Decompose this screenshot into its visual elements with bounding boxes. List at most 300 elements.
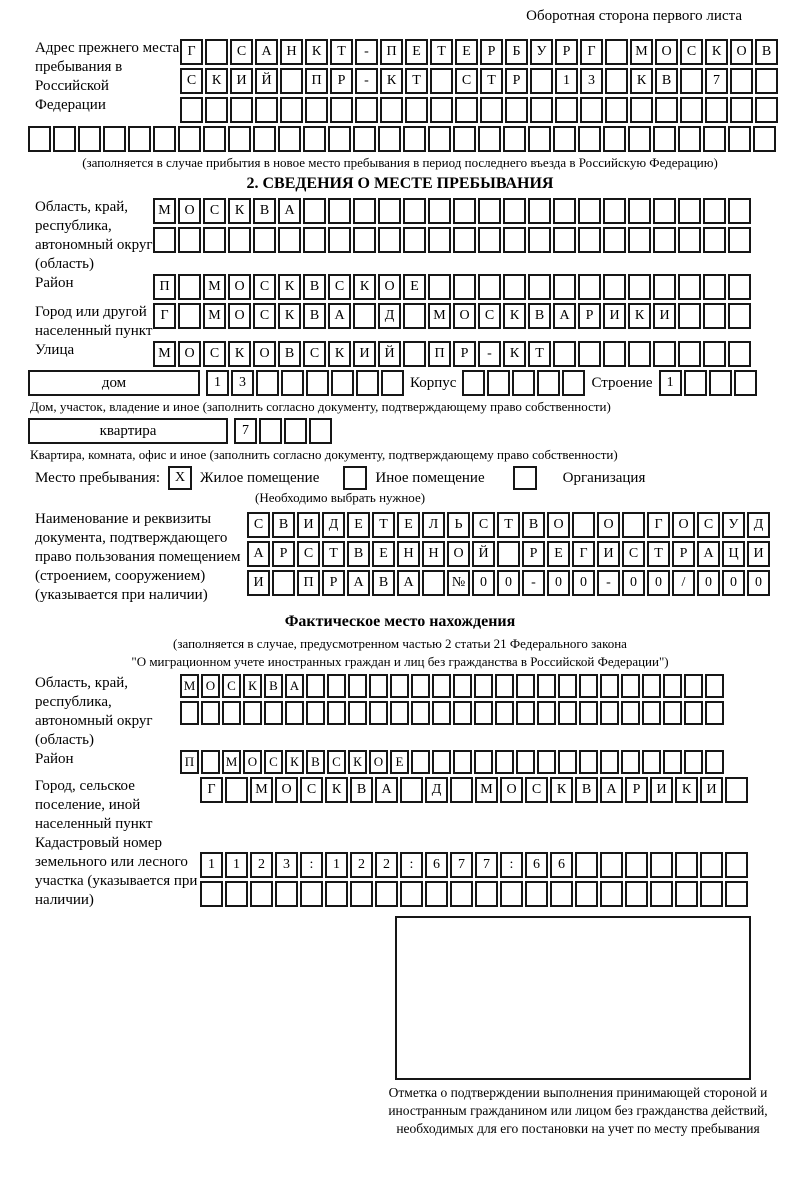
char-cell[interactable] xyxy=(503,198,526,224)
char-cell[interactable]: 0 xyxy=(572,570,595,596)
char-cell[interactable] xyxy=(305,97,328,123)
char-cell[interactable] xyxy=(578,227,601,253)
char-cell[interactable] xyxy=(728,341,751,367)
char-cell[interactable]: К xyxy=(550,777,573,803)
char-cell[interactable]: О xyxy=(597,512,620,538)
char-cell[interactable] xyxy=(300,881,323,907)
char-cell[interactable]: 0 xyxy=(747,570,770,596)
char-cell[interactable] xyxy=(558,674,577,698)
char-cell[interactable]: В xyxy=(303,303,326,329)
char-cell[interactable]: А xyxy=(285,674,304,698)
char-cell[interactable] xyxy=(330,97,353,123)
char-cell[interactable] xyxy=(495,674,514,698)
char-cell[interactable] xyxy=(253,126,276,152)
char-cell[interactable] xyxy=(369,701,388,725)
char-cell[interactable] xyxy=(462,370,485,396)
char-cell[interactable]: И xyxy=(297,512,320,538)
char-cell[interactable]: 0 xyxy=(722,570,745,596)
char-cell[interactable]: А xyxy=(278,198,301,224)
char-cell[interactable] xyxy=(180,97,203,123)
char-cell[interactable] xyxy=(353,303,376,329)
char-cell[interactable]: К xyxy=(305,39,328,65)
char-cell[interactable]: Т xyxy=(405,68,428,94)
char-cell[interactable]: В xyxy=(253,198,276,224)
char-cell[interactable] xyxy=(562,370,585,396)
char-cell[interactable] xyxy=(327,674,346,698)
char-cell[interactable] xyxy=(422,570,445,596)
char-cell[interactable] xyxy=(703,126,726,152)
char-cell[interactable] xyxy=(703,227,726,253)
char-cell[interactable] xyxy=(516,750,535,774)
char-cell[interactable] xyxy=(328,198,351,224)
char-cell[interactable]: О xyxy=(730,39,753,65)
char-cell[interactable]: Д xyxy=(747,512,770,538)
char-cell[interactable]: - xyxy=(522,570,545,596)
char-cell[interactable]: А xyxy=(328,303,351,329)
char-cell[interactable] xyxy=(553,198,576,224)
char-cell[interactable] xyxy=(303,198,326,224)
char-cell[interactable] xyxy=(703,274,726,300)
char-cell[interactable] xyxy=(478,227,501,253)
char-cell[interactable]: Е xyxy=(403,274,426,300)
char-cell[interactable]: И xyxy=(603,303,626,329)
char-cell[interactable]: Т xyxy=(322,541,345,567)
char-cell[interactable] xyxy=(453,274,476,300)
char-cell[interactable]: К xyxy=(328,341,351,367)
char-cell[interactable] xyxy=(272,570,295,596)
char-cell[interactable] xyxy=(579,750,598,774)
char-cell[interactable]: В xyxy=(655,68,678,94)
stay-type-checkbox-other[interactable] xyxy=(343,466,367,490)
char-cell[interactable]: П xyxy=(428,341,451,367)
char-cell[interactable]: П xyxy=(153,274,176,300)
char-cell[interactable]: Т xyxy=(497,512,520,538)
char-cell[interactable] xyxy=(550,881,573,907)
char-cell[interactable] xyxy=(432,701,451,725)
char-cell[interactable] xyxy=(201,750,220,774)
char-cell[interactable] xyxy=(705,674,724,698)
char-cell[interactable]: И xyxy=(700,777,723,803)
char-cell[interactable]: Т xyxy=(528,341,551,367)
char-cell[interactable] xyxy=(378,198,401,224)
char-cell[interactable] xyxy=(653,227,676,253)
char-cell[interactable] xyxy=(705,701,724,725)
char-cell[interactable]: И xyxy=(650,777,673,803)
char-cell[interactable] xyxy=(655,97,678,123)
char-cell[interactable]: 6 xyxy=(525,852,548,878)
char-cell[interactable]: О xyxy=(243,750,262,774)
char-cell[interactable] xyxy=(253,227,276,253)
char-cell[interactable] xyxy=(703,303,726,329)
char-cell[interactable] xyxy=(203,126,226,152)
char-cell[interactable] xyxy=(678,274,701,300)
char-cell[interactable] xyxy=(680,68,703,94)
char-cell[interactable]: 0 xyxy=(622,570,645,596)
char-cell[interactable]: Н xyxy=(280,39,303,65)
char-cell[interactable]: Н xyxy=(397,541,420,567)
char-cell[interactable] xyxy=(256,370,279,396)
char-cell[interactable]: К xyxy=(628,303,651,329)
char-cell[interactable]: А xyxy=(375,777,398,803)
char-cell[interactable]: М xyxy=(180,674,199,698)
char-cell[interactable] xyxy=(525,881,548,907)
char-cell[interactable] xyxy=(500,881,523,907)
char-cell[interactable]: 7 xyxy=(234,418,257,444)
char-cell[interactable]: С xyxy=(222,674,241,698)
char-cell[interactable]: К xyxy=(278,274,301,300)
char-cell[interactable]: И xyxy=(247,570,270,596)
char-cell[interactable] xyxy=(228,227,251,253)
char-cell[interactable] xyxy=(201,701,220,725)
char-cell[interactable] xyxy=(530,97,553,123)
char-cell[interactable] xyxy=(478,198,501,224)
char-cell[interactable] xyxy=(495,701,514,725)
char-cell[interactable]: В xyxy=(575,777,598,803)
char-cell[interactable]: С xyxy=(253,303,276,329)
char-cell[interactable]: В xyxy=(264,674,283,698)
char-cell[interactable]: С xyxy=(203,341,226,367)
char-cell[interactable] xyxy=(700,881,723,907)
char-cell[interactable] xyxy=(537,701,556,725)
char-cell[interactable] xyxy=(700,852,723,878)
char-cell[interactable]: К xyxy=(285,750,304,774)
char-cell[interactable]: С xyxy=(680,39,703,65)
char-cell[interactable]: М xyxy=(222,750,241,774)
char-cell[interactable] xyxy=(603,227,626,253)
char-cell[interactable]: С xyxy=(203,198,226,224)
char-cell[interactable] xyxy=(755,97,778,123)
char-cell[interactable] xyxy=(578,341,601,367)
char-cell[interactable] xyxy=(734,370,757,396)
char-cell[interactable]: К xyxy=(325,777,348,803)
char-cell[interactable] xyxy=(628,126,651,152)
char-cell[interactable]: Р xyxy=(272,541,295,567)
char-cell[interactable] xyxy=(375,881,398,907)
char-cell[interactable]: 7 xyxy=(475,852,498,878)
char-cell[interactable]: 0 xyxy=(497,570,520,596)
char-cell[interactable] xyxy=(603,126,626,152)
char-cell[interactable] xyxy=(430,97,453,123)
char-cell[interactable] xyxy=(503,274,526,300)
char-cell[interactable]: О xyxy=(228,303,251,329)
char-cell[interactable] xyxy=(625,881,648,907)
char-cell[interactable] xyxy=(680,97,703,123)
char-cell[interactable] xyxy=(621,674,640,698)
char-cell[interactable] xyxy=(53,126,76,152)
char-cell[interactable] xyxy=(128,126,151,152)
char-cell[interactable]: С xyxy=(478,303,501,329)
char-cell[interactable]: В xyxy=(372,570,395,596)
char-cell[interactable]: С xyxy=(230,39,253,65)
char-cell[interactable]: Р xyxy=(555,39,578,65)
char-cell[interactable] xyxy=(205,39,228,65)
char-cell[interactable] xyxy=(600,881,623,907)
char-cell[interactable]: П xyxy=(380,39,403,65)
char-cell[interactable] xyxy=(390,674,409,698)
char-cell[interactable] xyxy=(284,418,307,444)
char-cell[interactable]: О xyxy=(178,341,201,367)
char-cell[interactable]: / xyxy=(672,570,695,596)
char-cell[interactable] xyxy=(678,341,701,367)
char-cell[interactable]: Д xyxy=(425,777,448,803)
char-cell[interactable] xyxy=(516,674,535,698)
char-cell[interactable]: Е xyxy=(455,39,478,65)
char-cell[interactable] xyxy=(653,274,676,300)
char-cell[interactable]: 0 xyxy=(472,570,495,596)
char-cell[interactable] xyxy=(432,750,451,774)
char-cell[interactable] xyxy=(306,701,325,725)
char-cell[interactable] xyxy=(353,198,376,224)
char-cell[interactable]: 0 xyxy=(647,570,670,596)
char-cell[interactable] xyxy=(553,227,576,253)
char-cell[interactable]: Г xyxy=(200,777,223,803)
char-cell[interactable] xyxy=(528,274,551,300)
char-cell[interactable] xyxy=(205,97,228,123)
char-cell[interactable] xyxy=(621,701,640,725)
char-cell[interactable] xyxy=(578,274,601,300)
char-cell[interactable]: А xyxy=(347,570,370,596)
char-cell[interactable] xyxy=(495,750,514,774)
char-cell[interactable]: 1 xyxy=(325,852,348,878)
char-cell[interactable] xyxy=(579,674,598,698)
char-cell[interactable]: Д xyxy=(378,303,401,329)
char-cell[interactable] xyxy=(579,701,598,725)
char-cell[interactable]: 0 xyxy=(697,570,720,596)
char-cell[interactable]: П xyxy=(180,750,199,774)
char-cell[interactable]: М xyxy=(250,777,273,803)
char-cell[interactable] xyxy=(478,126,501,152)
char-cell[interactable] xyxy=(378,227,401,253)
stay-type-checkbox-organization[interactable] xyxy=(513,466,537,490)
char-cell[interactable] xyxy=(537,750,556,774)
char-cell[interactable]: С xyxy=(180,68,203,94)
char-cell[interactable]: О xyxy=(447,541,470,567)
char-cell[interactable] xyxy=(625,852,648,878)
char-cell[interactable] xyxy=(580,97,603,123)
char-cell[interactable] xyxy=(684,370,707,396)
char-cell[interactable]: Й xyxy=(472,541,495,567)
char-cell[interactable]: К xyxy=(228,341,251,367)
char-cell[interactable] xyxy=(628,227,651,253)
char-cell[interactable] xyxy=(411,750,430,774)
char-cell[interactable] xyxy=(578,126,601,152)
char-cell[interactable] xyxy=(200,881,223,907)
char-cell[interactable] xyxy=(355,97,378,123)
char-cell[interactable] xyxy=(605,97,628,123)
char-cell[interactable]: - xyxy=(355,39,378,65)
char-cell[interactable] xyxy=(405,97,428,123)
char-cell[interactable] xyxy=(553,126,576,152)
char-cell[interactable]: № xyxy=(447,570,470,596)
char-cell[interactable]: К xyxy=(675,777,698,803)
char-cell[interactable]: К xyxy=(705,39,728,65)
char-cell[interactable] xyxy=(503,126,526,152)
char-cell[interactable] xyxy=(663,701,682,725)
char-cell[interactable] xyxy=(230,97,253,123)
char-cell[interactable] xyxy=(480,97,503,123)
char-cell[interactable]: М xyxy=(475,777,498,803)
char-cell[interactable]: Е xyxy=(347,512,370,538)
char-cell[interactable] xyxy=(650,852,673,878)
char-cell[interactable]: С xyxy=(297,541,320,567)
char-cell[interactable] xyxy=(553,274,576,300)
char-cell[interactable] xyxy=(411,674,430,698)
char-cell[interactable]: А xyxy=(397,570,420,596)
char-cell[interactable] xyxy=(281,370,304,396)
char-cell[interactable] xyxy=(280,68,303,94)
char-cell[interactable]: А xyxy=(247,541,270,567)
char-cell[interactable]: Б xyxy=(505,39,528,65)
char-cell[interactable] xyxy=(432,674,451,698)
char-cell[interactable] xyxy=(225,777,248,803)
char-cell[interactable] xyxy=(259,418,282,444)
char-cell[interactable]: Г xyxy=(153,303,176,329)
char-cell[interactable]: Е xyxy=(390,750,409,774)
char-cell[interactable]: М xyxy=(153,198,176,224)
char-cell[interactable]: С xyxy=(525,777,548,803)
char-cell[interactable]: Е xyxy=(405,39,428,65)
char-cell[interactable] xyxy=(225,881,248,907)
char-cell[interactable]: Г xyxy=(580,39,603,65)
char-cell[interactable] xyxy=(684,674,703,698)
char-cell[interactable] xyxy=(153,227,176,253)
char-cell[interactable]: Р xyxy=(505,68,528,94)
char-cell[interactable]: К xyxy=(278,303,301,329)
char-cell[interactable] xyxy=(428,198,451,224)
char-cell[interactable] xyxy=(430,68,453,94)
char-cell[interactable] xyxy=(178,227,201,253)
char-cell[interactable] xyxy=(28,126,51,152)
char-cell[interactable] xyxy=(275,881,298,907)
char-cell[interactable] xyxy=(730,97,753,123)
char-cell[interactable] xyxy=(348,674,367,698)
char-cell[interactable] xyxy=(678,227,701,253)
char-cell[interactable] xyxy=(663,750,682,774)
char-cell[interactable] xyxy=(530,68,553,94)
char-cell[interactable]: : xyxy=(300,852,323,878)
char-cell[interactable]: Й xyxy=(255,68,278,94)
char-cell[interactable] xyxy=(497,541,520,567)
char-cell[interactable] xyxy=(328,227,351,253)
char-cell[interactable]: О xyxy=(547,512,570,538)
char-cell[interactable] xyxy=(203,227,226,253)
char-cell[interactable]: В xyxy=(755,39,778,65)
char-cell[interactable]: И xyxy=(230,68,253,94)
char-cell[interactable]: О xyxy=(201,674,220,698)
char-cell[interactable] xyxy=(378,126,401,152)
char-cell[interactable]: 1 xyxy=(200,852,223,878)
char-cell[interactable]: Т xyxy=(330,39,353,65)
char-cell[interactable] xyxy=(503,227,526,253)
char-cell[interactable] xyxy=(728,227,751,253)
char-cell[interactable] xyxy=(512,370,535,396)
char-cell[interactable] xyxy=(403,227,426,253)
char-cell[interactable] xyxy=(678,126,701,152)
char-cell[interactable] xyxy=(178,126,201,152)
char-cell[interactable]: И xyxy=(597,541,620,567)
char-cell[interactable] xyxy=(600,750,619,774)
char-cell[interactable]: К xyxy=(205,68,228,94)
char-cell[interactable]: К xyxy=(353,274,376,300)
char-cell[interactable]: 6 xyxy=(425,852,448,878)
char-cell[interactable] xyxy=(628,274,651,300)
char-cell[interactable] xyxy=(753,126,776,152)
char-cell[interactable] xyxy=(264,701,283,725)
char-cell[interactable]: А xyxy=(600,777,623,803)
char-cell[interactable]: 1 xyxy=(206,370,229,396)
char-cell[interactable] xyxy=(605,68,628,94)
char-cell[interactable]: С xyxy=(264,750,283,774)
char-cell[interactable]: Н xyxy=(422,541,445,567)
char-cell[interactable] xyxy=(603,341,626,367)
char-cell[interactable] xyxy=(453,750,472,774)
char-cell[interactable] xyxy=(653,198,676,224)
char-cell[interactable]: Р xyxy=(453,341,476,367)
char-cell[interactable]: : xyxy=(500,852,523,878)
char-cell[interactable] xyxy=(703,341,726,367)
char-cell[interactable] xyxy=(428,274,451,300)
char-cell[interactable] xyxy=(678,198,701,224)
char-cell[interactable]: С xyxy=(327,750,346,774)
char-cell[interactable]: О xyxy=(275,777,298,803)
char-cell[interactable] xyxy=(400,777,423,803)
char-cell[interactable] xyxy=(603,198,626,224)
char-cell[interactable] xyxy=(453,701,472,725)
char-cell[interactable]: М xyxy=(203,303,226,329)
char-cell[interactable]: В xyxy=(350,777,373,803)
char-cell[interactable]: Р xyxy=(625,777,648,803)
char-cell[interactable] xyxy=(453,198,476,224)
char-cell[interactable]: - xyxy=(355,68,378,94)
char-cell[interactable]: О xyxy=(453,303,476,329)
char-cell[interactable] xyxy=(403,198,426,224)
char-cell[interactable]: О xyxy=(500,777,523,803)
char-cell[interactable] xyxy=(628,341,651,367)
char-cell[interactable]: В xyxy=(272,512,295,538)
char-cell[interactable]: С xyxy=(328,274,351,300)
char-cell[interactable] xyxy=(348,701,367,725)
char-cell[interactable]: О xyxy=(228,274,251,300)
char-cell[interactable] xyxy=(278,126,301,152)
char-cell[interactable] xyxy=(306,370,329,396)
char-cell[interactable]: Т xyxy=(647,541,670,567)
char-cell[interactable] xyxy=(453,227,476,253)
char-cell[interactable] xyxy=(630,97,653,123)
char-cell[interactable]: С xyxy=(472,512,495,538)
char-cell[interactable]: В xyxy=(306,750,325,774)
char-cell[interactable]: 0 xyxy=(547,570,570,596)
char-cell[interactable] xyxy=(605,39,628,65)
char-cell[interactable]: О xyxy=(655,39,678,65)
char-cell[interactable]: Й xyxy=(378,341,401,367)
char-cell[interactable]: Ц xyxy=(722,541,745,567)
char-cell[interactable] xyxy=(255,97,278,123)
char-cell[interactable] xyxy=(528,126,551,152)
char-cell[interactable]: У xyxy=(722,512,745,538)
char-cell[interactable]: Ь xyxy=(447,512,470,538)
char-cell[interactable] xyxy=(675,881,698,907)
char-cell[interactable]: О xyxy=(178,198,201,224)
char-cell[interactable]: 2 xyxy=(350,852,373,878)
char-cell[interactable] xyxy=(280,97,303,123)
char-cell[interactable] xyxy=(575,852,598,878)
char-cell[interactable]: - xyxy=(597,570,620,596)
char-cell[interactable]: М xyxy=(428,303,451,329)
char-cell[interactable] xyxy=(600,701,619,725)
char-cell[interactable] xyxy=(425,881,448,907)
char-cell[interactable]: Г xyxy=(572,541,595,567)
char-cell[interactable] xyxy=(705,97,728,123)
